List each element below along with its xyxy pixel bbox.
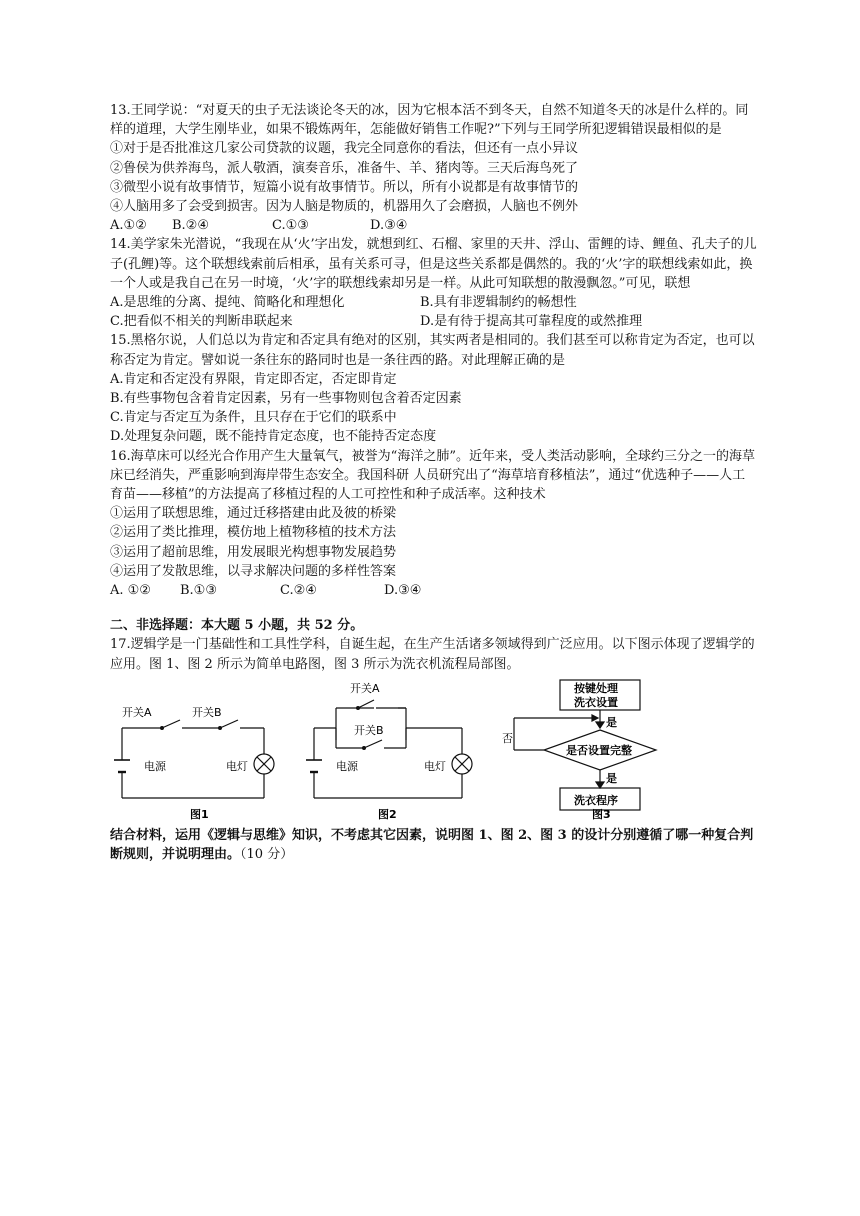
switch-b-label: 开关B — [192, 705, 222, 719]
question-16-stem: 16.海草床可以经光合作用产生大量氧气，被誉为“海洋之肺”。近年来，受人类活动影响，全球约三分之一的海草床已经消失，严重影响到海岸带生态安全。我国科研 人员研究出了“海草培育移植法”，通过“优选种子——人工育苗——移植”的方法提高了移植过程的人工可控性和种子成活率。这种技术 — [110, 448, 755, 503]
question-17-score: （10 分） — [240, 847, 294, 863]
question-17-stem: 17.逻辑学是一门基础性和工具性学科，自诞生起，在生产生活诸多领域得到广泛应用。以下图示体现了逻辑学的应用。图 1、图 2 所示为简单电路图，图 3 所示为洗衣机流程局部图。 — [110, 637, 755, 672]
box3-label: 洗衣程序 — [574, 793, 618, 807]
question-13-item: ①对于是否批准这几家公司贷款的议题，我完全同意你的看法，但还有一点小异议 — [110, 141, 579, 157]
figure-caption: 图1 — [190, 807, 209, 821]
switch-a-contact — [356, 706, 360, 710]
circuit-figure-2 — [306, 678, 474, 821]
no-label: 否 — [502, 731, 513, 745]
question-13-item: ②鲁侯为供养海鸟，派人敬酒，演奏音乐，准备牛、羊、猪肉等。三天后海鸟死了 — [110, 160, 579, 176]
figures-row — [110, 678, 758, 821]
option-b: B.有些事物包含着肯定因素，另有一些事物则包含着否定因素 — [110, 391, 462, 407]
question-14-stem: 14.美学家朱光潜说，“我现在从‘火’字出发，就想到红、石榴、家里的天井、浮山、雷鲤的诗、鲤鱼、孔夫子的儿子(孔鲤)等。这个联想线索前后相承，虽有关系可寻，但是这些关系都是偶然的。我的‘火’字的联想线索如此，换一个人或是我自己在另一时境，‘火’字的联想线索却另是一样。从此可知联想的散漫飘忽。”可见，联想 — [110, 237, 757, 291]
yes-label-top: 是 — [606, 715, 617, 729]
option-a: A.是思维的分离、提纯、简略化和理想化 — [110, 295, 345, 311]
box1-line2: 洗衣设置 — [574, 695, 618, 709]
lamp-label: 电灯 — [424, 759, 446, 773]
option-d: D.③④ — [384, 583, 422, 599]
question-14-options-row2 — [110, 312, 758, 331]
question-13-item: ④人脑用多了会受到损害。因为人脑是物质的，机器用久了会磨损，人脑也不例外 — [110, 199, 579, 215]
question-16-item: ①运用了联想思维，通过迁移搭建由此及彼的桥梁 — [110, 506, 397, 522]
question-16-item: ②运用了类比推理，模仿地上植物移植的技术方法 — [110, 525, 397, 541]
figure-caption: 图3 — [592, 807, 611, 821]
question-13-options — [110, 216, 758, 235]
option-a: A.肯定和否定没有界限，肯定即否定，否定即肯定 — [110, 371, 397, 387]
switch-a-contact — [160, 726, 164, 730]
question-16-item: ④运用了发散思维，以寻求解决问题的多样性答案 — [110, 563, 397, 579]
option-a: A.①② — [110, 218, 147, 234]
decision-label: 是否设置完整 — [566, 743, 632, 757]
option-a: A. ①② — [110, 583, 151, 599]
flowchart-figure-3 — [502, 678, 670, 820]
question-17-task — [110, 826, 758, 864]
switch-b-contact — [362, 746, 366, 750]
power-label: 电源 — [144, 759, 166, 773]
power-label: 电源 — [336, 759, 358, 773]
circuit-figure-1 — [114, 678, 276, 821]
option-c: C.①③ — [272, 218, 309, 234]
option-b: B.①③ — [180, 583, 217, 599]
question-13-stem: 13.王同学说：“对夏天的虫子无法谈论冬天的冰，因为它根本活不到冬天，自然不知道冬天的冰是什么样的。同样的道理，大学生刚毕业，如果不锻炼两年，怎能做好销售工作呢?”下列与王同学所犯逻辑错误最相似的是 — [110, 103, 749, 138]
figure-caption: 图2 — [378, 807, 397, 821]
question-17-task-text: 结合材料，运用《逻辑与思维》知识，不考虑其它因素，说明图 1、图 2、图 3 的设计分别遵循了哪一种复合判断规则，并说明理由。 — [110, 827, 754, 863]
switch-b-label: 开关B — [354, 723, 384, 737]
lamp-label: 电灯 — [226, 759, 248, 773]
option-c: C.②④ — [280, 583, 317, 599]
switch-a-label: 开关A — [122, 705, 152, 719]
question-16-options — [110, 581, 758, 600]
switch-b-contact — [218, 726, 222, 730]
option-b: B.②④ — [172, 218, 209, 234]
switch-a-label: 开关A — [350, 681, 380, 695]
question-16-item: ③运用了超前思维，用发展眼光构想事物发展趋势 — [110, 544, 397, 560]
option-d: D.③④ — [370, 218, 408, 234]
option-b: B.具有非逻辑制约的畅想性 — [420, 295, 577, 311]
question-15-stem: 15.黑格尔说，人们总以为肯定和否定具有绝对的区别，其实两者是相同的。我们甚至可以称肯定为否定，也可以称否定为肯定。譬如说一条往东的路同时也是一条往西的路。对此理解正确的是 — [110, 333, 755, 368]
yes-label-bottom: 是 — [606, 771, 617, 785]
box1-line1: 按键处理 — [574, 681, 618, 695]
option-c: C.肯定与否定互为条件，且只存在于它们的联系中 — [110, 410, 397, 426]
option-d: D.是有待于提高其可靠程度的或然推理 — [420, 314, 643, 330]
option-d: D.处理复杂问题，既不能持肯定态度，也不能持否定态度 — [110, 429, 437, 445]
question-13-item: ③微型小说有故事情节，短篇小说有故事情节。所以，所有小说都是有故事情节的 — [110, 179, 579, 195]
question-14-options-row1 — [110, 293, 758, 312]
exam-page — [110, 101, 758, 864]
section-heading: 二、非选择题：本大题 5 小题，共 52 分。 — [110, 618, 364, 634]
option-c: C.把看似不相关的判断串联起来 — [110, 314, 293, 330]
